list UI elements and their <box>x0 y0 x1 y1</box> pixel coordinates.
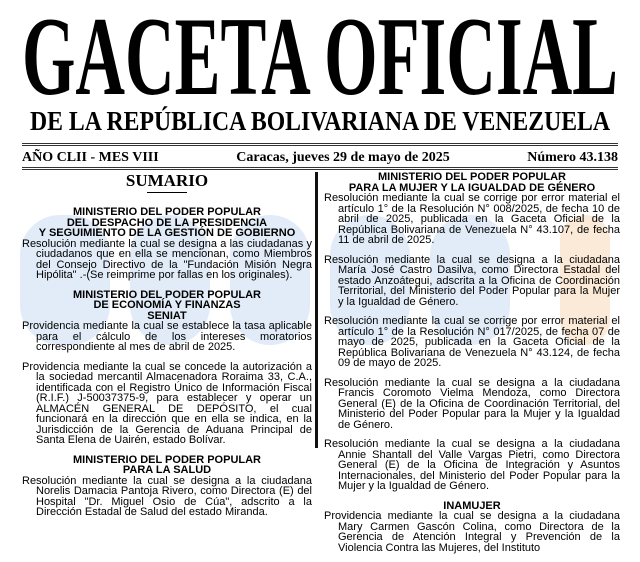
sumario-entry[interactable]: Resolución mediante la cual se designa a la ciudadana Francis Coromoto Vielma Mendoza, como Directora General (E) de la Oficina de Coordinación Territorial, del Ministerio del Poder Popular para la Mujer y la Igualdad de Género. <box>324 376 620 431</box>
bottom-rule <box>22 167 618 170</box>
right-sections <box>324 172 620 553</box>
sumario-entry[interactable]: Providencia mediante la cual se establece la tasa aplicable para el cálculo de los intereses moratorios correspondiente al mes de abril de 2025. <box>22 320 312 353</box>
section-heading: MINISTERIO DEL PODER POPULAR <box>72 453 262 466</box>
masthead-title: GACETA OFICIAL <box>22 6 618 102</box>
sumario-entry[interactable]: Resolución mediante la cual se designa a la ciudadana María José Castro Dasilva, como Directora Estadal del estado Anzoátegui, adscrita a la Oficina de Coordinación Territorial, del Ministerio del Poder Popular para la Mujer y la Igualdad de Género. <box>324 253 620 308</box>
masthead-title-svg <box>0 6 640 102</box>
top-rule <box>22 143 618 146</box>
sumario-entry[interactable]: Resolución mediante la cual se designa a la ciudadana Norelis Damacia Pantoja Rivero, como Directora (E) del Hospital "Dr. Miguel Osio de Cúa", adscrito a la Dirección Estadal de Salud del estado Miranda. <box>22 474 312 518</box>
section-heading: MINISTERIO DEL PODER POPULAR <box>72 206 262 218</box>
section-heading: DE ECONOMÍA Y FINANZAS <box>93 299 241 311</box>
sumario-entry[interactable]: Providencia mediante la cual se concede la autorización a la sociedad mercantil Almacenadora Roraima 33, C.A., identificada con el Registro Único de Información Fiscal (R.I.F.) J-50037375-9, para establecer y operar un ALMACÉN GENERAL DE DEPÓSITO, el cual funcionará en la dirección que en ella se indica, en la Jurisdicción de la Gerencia de Aduana Principal de Santa Elena de Uairén, estado Bolívar. <box>22 360 312 446</box>
section-heading: MINISTERIO DEL PODER POPULAR <box>72 288 262 301</box>
section-heading: Y SEGUIMIENTO DE LA GESTIÓN DE GOBIERNO <box>38 227 296 239</box>
issue-date: Caracas, jueves 29 de mayo de 2025 <box>236 150 450 165</box>
sumario-underline <box>147 192 187 193</box>
section-heading: SENIAT <box>147 309 187 322</box>
right-column <box>324 172 620 562</box>
issue-info-bar <box>22 148 618 168</box>
sumario-entry[interactable]: Resolución mediante la cual se designa a la ciudadana Annie Shantall del Valle Vargas Pietri, como Directora General (E) de la Oficina de Integración y Asuntos Internacionales, del Ministerio del Poder Popular para la Mujer y la Igualdad de Género. <box>324 438 620 492</box>
sumario-entry[interactable]: Resolución mediante la cual se corrige por error material el artículo 1° de la Resolución N° 017/2025, de fecha 07 de mayo de 2025, publicada en la Gaceta Oficial de la República Bolivariana de Venezuela N° 43.124, de fecha 09 de mayo de 2025. <box>324 315 620 369</box>
left-column <box>22 172 312 527</box>
issue-number: Número 43.138 <box>527 150 618 165</box>
left-sections <box>22 207 312 518</box>
sumario-heading: SUMARIO <box>125 171 209 190</box>
section-heading: PARA LA SALUD <box>122 464 212 476</box>
issue-year: AÑO CLII - MES VIII <box>22 150 159 165</box>
section-heading: DEL DESPACHO DE LA PRESIDENCIA <box>66 216 268 229</box>
sumario-entry[interactable]: Providencia mediante la cual se designa a la ciudadana Mary Carmen Gascón Colina, como Directora de la Gerencia de Atención Integral y Prevención de la Violencia Contra las Mujeres, del Instituto <box>324 510 620 554</box>
section-heading: PARA LA MUJER Y LA IGUALDAD DE GÉNERO <box>348 181 596 194</box>
section-heading: INAMUJER <box>443 499 501 512</box>
sumario-entry[interactable]: Resolución mediante la cual se corrige por error material el artículo 1° de la Resolución N° 008/2025, de fecha 10 de abril de 2025, publicada en la Gaceta Oficial de la República Bolivariana de Venezuela N° 43.107, de fecha 11 de abril de 2025. <box>324 192 620 246</box>
column-divider <box>315 172 318 448</box>
sumario-entry[interactable]: Resolución mediante la cual se designa a las ciudadanas y ciudadanos que en ella se mencionan, como Miembros del Consejo Directivo de la "Fundación Misión Negra Hipólita" .-(Se reimprime por fallas en los originales). <box>22 237 312 281</box>
section-heading: MINISTERIO DEL PODER POPULAR <box>377 171 567 183</box>
masthead-subtitle: DE LA REPÚBLICA BOLIVARIANA DE VENEZUELA <box>30 106 611 136</box>
masthead-subtitle-svg <box>0 104 640 136</box>
